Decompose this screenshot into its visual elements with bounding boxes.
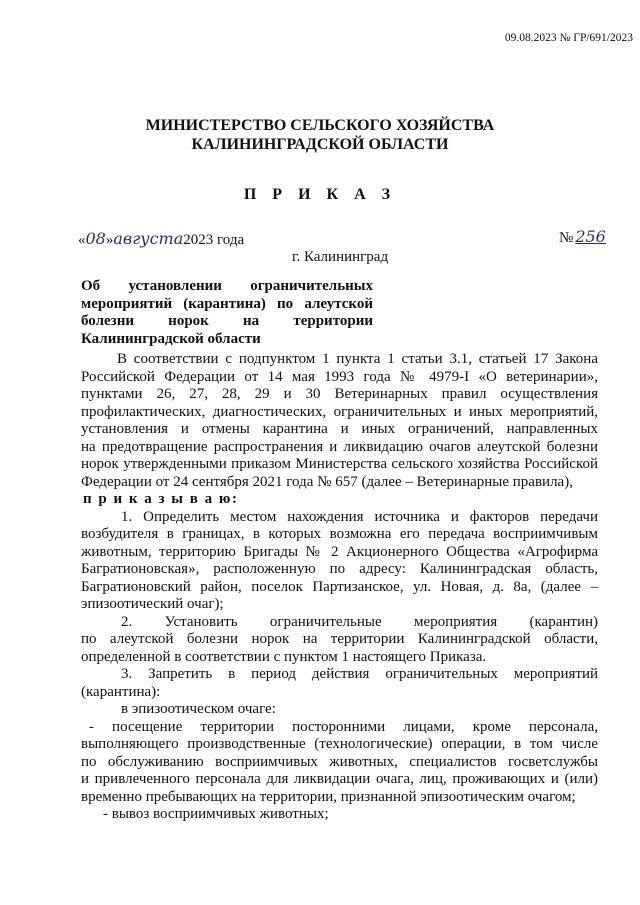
item-1-line: возбудителя в границах, в которых возможна его передача восприимчивым [81,526,598,542]
subject-line: мероприятий (карантина) по алеутской [81,295,373,312]
date-close-quote: » [105,232,114,248]
item-1-line: животным, территорию Бригады № 2 Акционерного Общества «Агрофирма [81,543,598,560]
date-month-handwritten: августа [113,229,184,248]
bullet-1-line: по обслуживанию восприимчивых животных, специалистов госветслужбы [81,753,598,770]
item-1-line: эпизоотический очаг); [81,596,224,612]
bullet-1-line: и привлеченного персонала для ликвидации очага, лиц, проживающих и (или) [81,771,598,787]
number-handwritten: 256 [575,227,606,246]
item-2 [81,614,598,667]
item-2-line: определенной в соответствии с пунктом 1 настоящего Приказа. [81,648,487,665]
ministry-title-line-1: МИНИСТЕРСТВО СЕЛЬСКОГО ХОЗЯЙСТВА [145,117,495,134]
preamble-line: на предотвращение распространения и ликвидацию очагов алеутской болезни [81,438,598,455]
preamble-line: Федерации от 24 сентября 2021 года № 657 (далее – Ветеринарные правила), [81,473,573,490]
subject-line: Калининградской области [81,330,261,347]
item-1-line: Багратионовский район, поселок Партизанское, ул. Новая, д. 8а, (далее – [81,578,598,595]
subject-line: Об установлении ограничительных [81,278,373,294]
order-word: п р и к а з ы в а ю: [83,491,239,507]
ministry-title [0,116,640,154]
registration-number: 09.08.2023 № ГР/691/2023 [504,32,633,44]
order-subject [81,278,373,348]
preamble-line: Российской Федерации от 14 мая 1993 года № 4979-I «О ветеринарии», [81,368,598,385]
preamble [81,351,598,491]
preamble-line: В соответствии с подпунктом 1 пункта 1 статьи 3.1, статьей 17 Закона [117,351,598,367]
item-1-line: 1. Определить местом нахождения источника и факторов передачи [121,508,598,525]
date-day-handwritten: 08 [85,229,106,248]
order-body [81,351,598,824]
item-3-line: (карантина): [81,683,161,700]
bullet-1 [81,719,598,807]
bullet-2: - вывоз восприимчивых животных; [103,806,329,822]
ministry-title-line-2: КАЛИНИНГРАДСКОЙ ОБЛАСТИ [191,136,449,153]
city: г. Калининград [292,249,389,265]
preamble-line: пунктами 26, 27, 28, 29 и 30 Ветеринарных правил осуществления [81,386,598,402]
bullet-1-line: - посещение территории посторонними лицами, кроме персонала, [89,718,598,735]
order-date [78,229,244,249]
item-3-line: 3. Запретить в период действия ограничительных мероприятий [121,666,598,682]
number-prefix: № [559,230,574,246]
bullet-1-line: временно пребывающих на территории, признанной эпизоотическим очагом; [81,788,576,805]
item-1-line: Багратионовская», расположенную по адресу: Калининградская область, [81,561,598,577]
date-open-quote: « [78,232,86,248]
bullet-1-line: выполняющего производственные (технологические) операции, в том числе [81,736,598,752]
item-1 [81,509,598,614]
document-type: П Р И К А З [243,186,397,203]
item-2-line: 2. Установить ограничительные мероприятия (карантин) [121,613,598,630]
item-3 [81,666,598,701]
subject-line: болезни норок на территории [81,313,373,329]
order-number [559,227,606,247]
date-year: 2023 года [183,232,245,248]
preamble-line: установления и отмены карантина и иных ограничений, направленных [81,421,598,437]
preamble-line: профилактических, диагностических, ограничительных и иных мероприятий, [81,403,598,420]
item-2-line: по алеутской болезни норок на территории Калининградской области, [81,631,598,647]
preamble-line: норок утвержденными приказом Министерства сельского хозяйства Российской [81,456,598,472]
subhead-focus: в эпизоотическом очаге: [121,701,276,717]
